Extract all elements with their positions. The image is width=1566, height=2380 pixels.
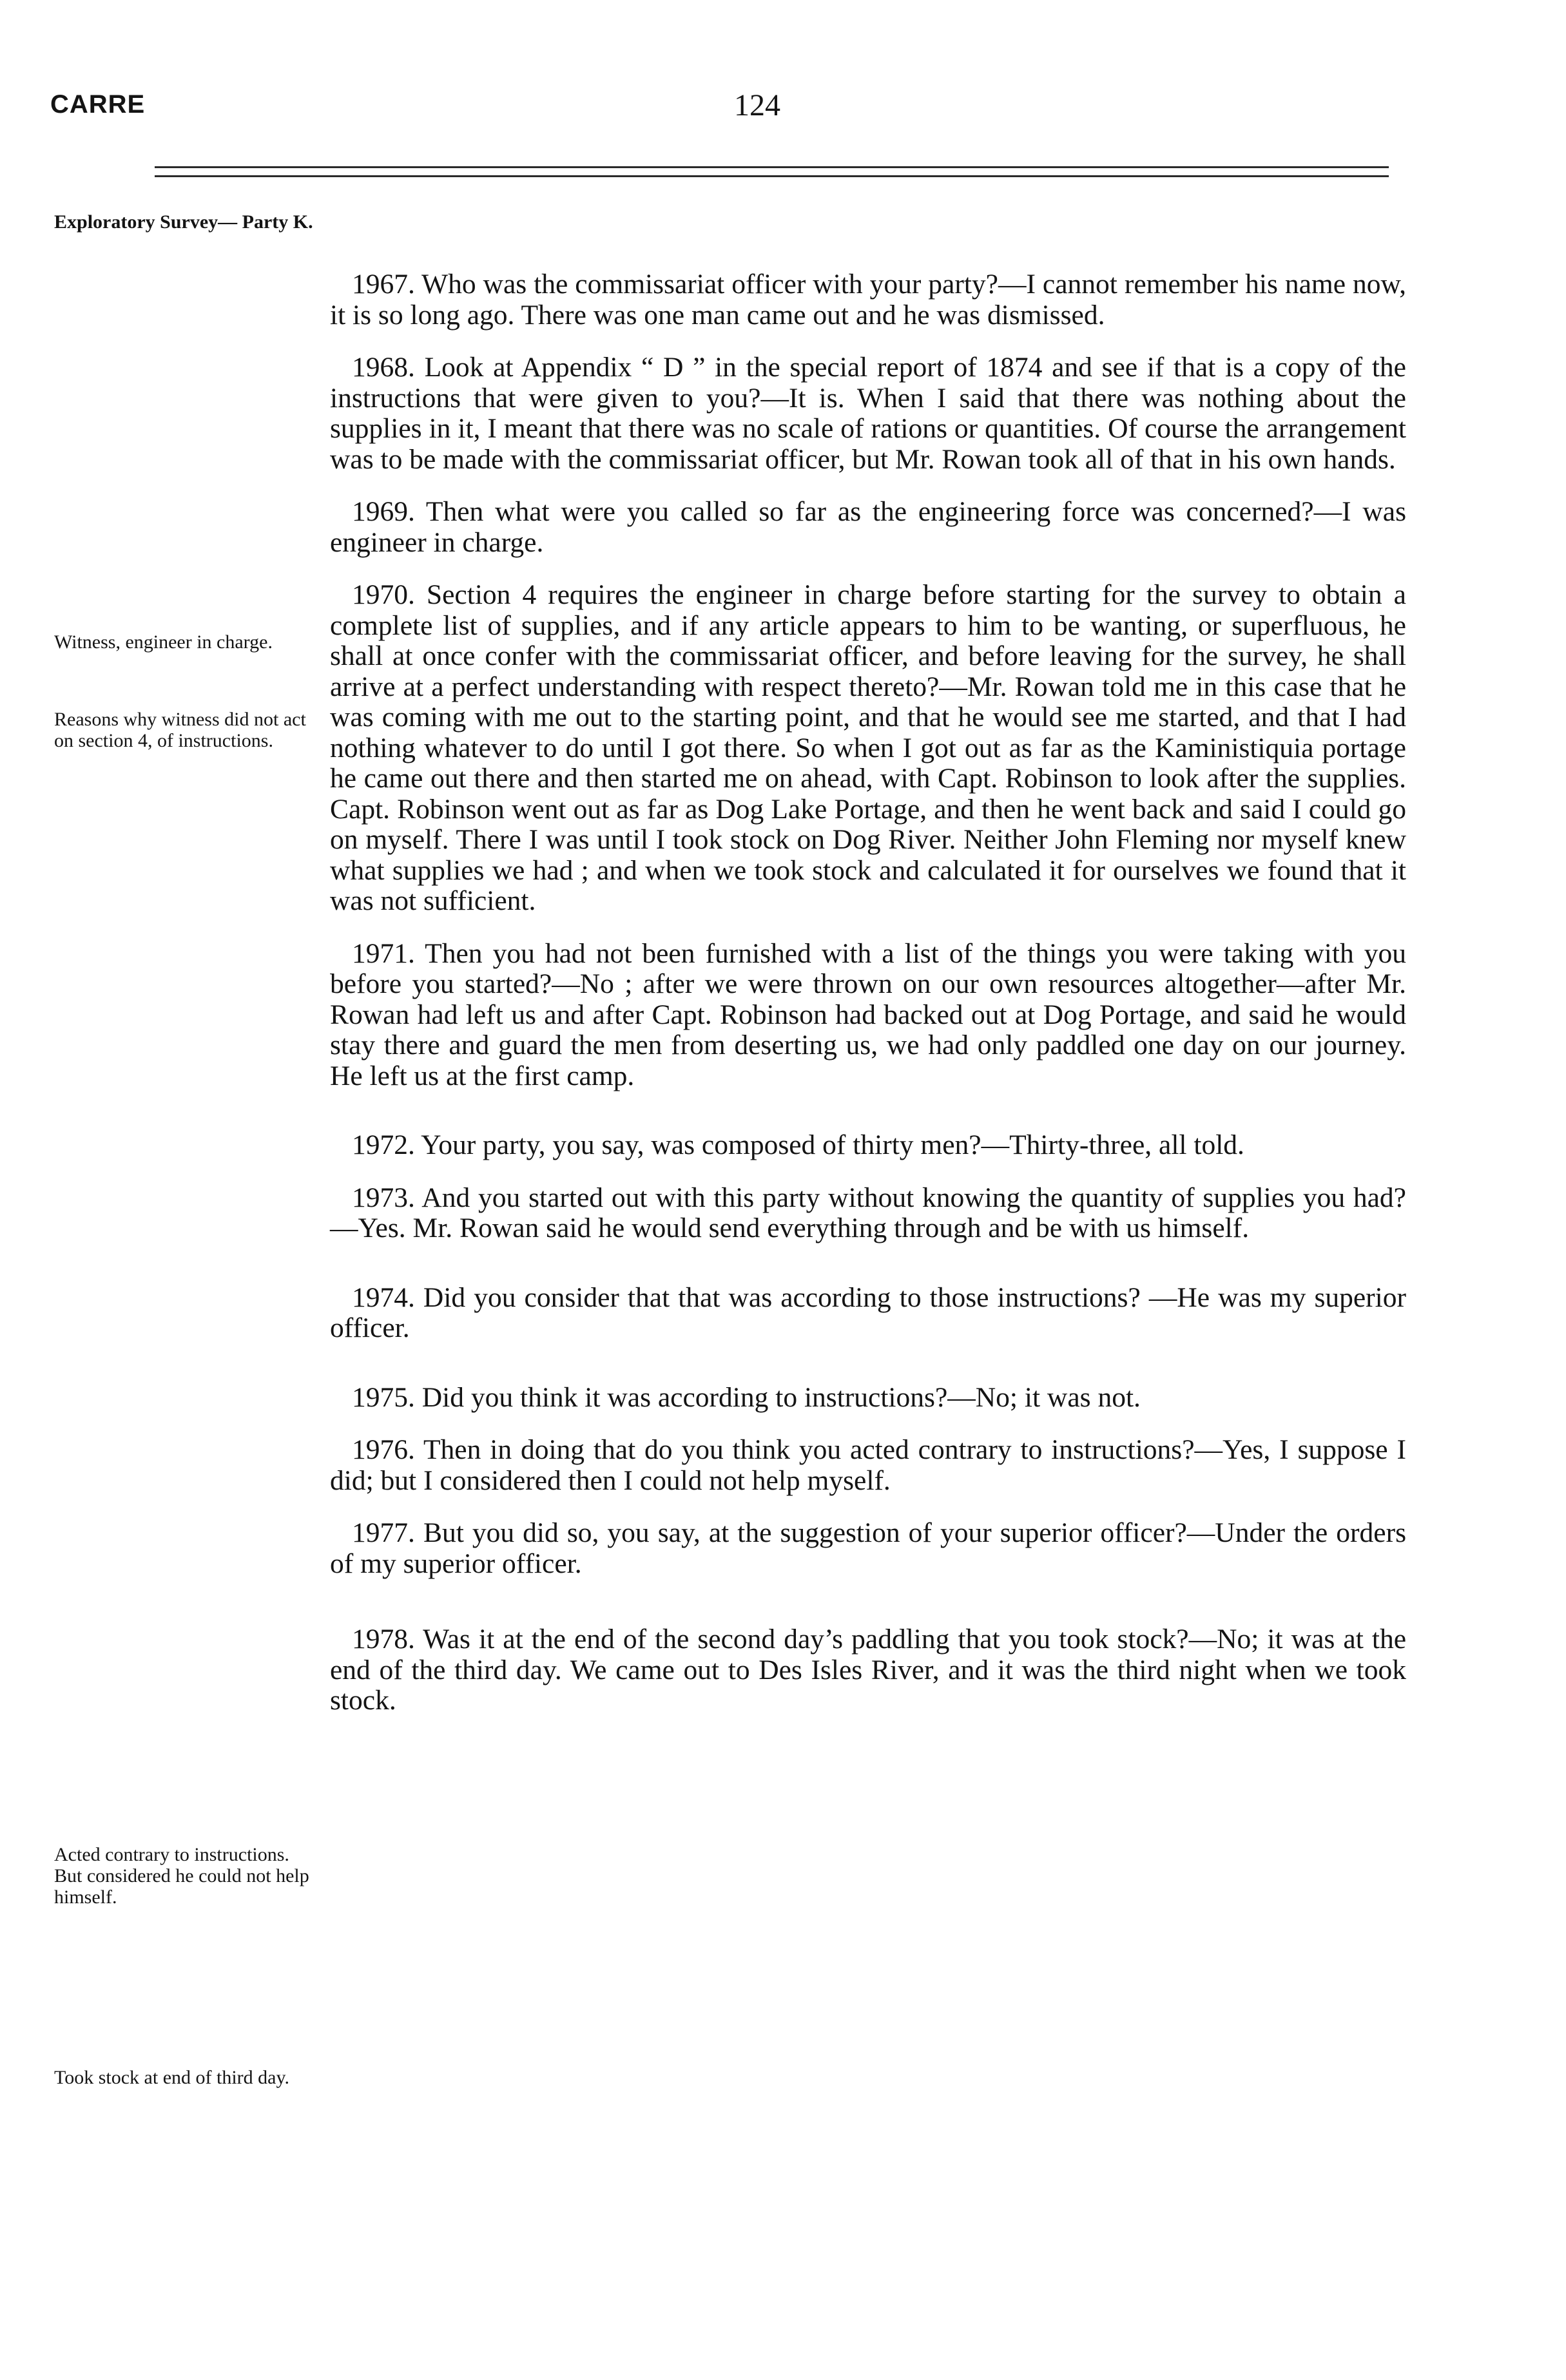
header-rule-top — [155, 166, 1389, 168]
side-note-witness-engineer: Witness, engineer in charge. — [54, 631, 273, 653]
question-1975: 1975. Did you think it was according to instructions?—No; it was not. — [352, 1381, 1141, 1413]
header-rule-bottom — [155, 175, 1389, 177]
side-note-acted-contrary: Acted contrary to instructions. But considered he could not help himself. — [54, 1844, 309, 1908]
running-head-name: CARRE — [50, 90, 146, 119]
side-note-exploratory-survey: Exploratory Survey— Party K. — [54, 211, 313, 233]
testimony-body — [330, 269, 1406, 1716]
question-1974: 1974. Did you consider that that was according to those instructions? —He was my superior officer. — [330, 1281, 1406, 1343]
question-1971: 1971. Then you had not been furnished with a list of the things you were taking with you before you started?—No ; after we were thrown on our own resources altogether—after Mr. Rowan had left us and after Capt. Robinson had backed out at Dog Portage, and said he would stay there and guard the men from deserting us, we had only paddled one day on our journey. He left us at the first camp. — [330, 937, 1406, 1091]
question-1976: 1976. Then in doing that do you think you acted contrary to instructions?—Yes, I suppose I did; but I considered then I could not help myself. — [330, 1434, 1406, 1496]
question-1977: 1977. But you did so, you say, at the suggestion of your superior officer?—Under the orders of my superior officer. — [330, 1517, 1406, 1579]
question-1978: 1978. Was it at the end of the second day’s paddling that you took stock?—No; it was at the end of the third day. We came out to Des Isles River, and it was the third night when we took stock. — [330, 1624, 1406, 1716]
question-1973: 1973. And you started out with this party without knowing the quantity of supplies you had?—Yes. Mr. Rowan said he would send everything through and be with us himself. — [330, 1182, 1406, 1243]
question-1970: 1970. Section 4 requires the engineer in charge before starting for the survey to obtain a complete list of supplies, and if any article appears to him to be wanting, or superfluous, he shall at once confer with the commissariat officer, and before leaving for the survey, he shall arrive at a perfect understanding with respect thereto?—Mr. Rowan told me in this case that he was coming with me out to the starting point, and that he would see me started, and that I had nothing whatever to do until I got there. So when I got out as far as the Kaministiquia portage he came out there and then started me on ahead, with Capt. Robinson to look after the supplies. Capt. Robinson went out as far as Dog Lake Portage, and then he went back and said I could go on myself. There I was until I took stock on Dog River. Neither John Fleming nor myself knew what supplies we had ; and when we took stock and calculated it for ourselves we found that it was not sufficient. — [330, 579, 1406, 916]
page-number: 124 — [734, 88, 780, 122]
side-note-took-stock: Took stock at end of third day. — [54, 2067, 290, 2088]
question-1968: 1968. Look at Appendix “ D ” in the special report of 1874 and see if that is a copy of the instructions that were given to you?—It is. When I said that there was nothing about the supplies in it, I meant that there was no scale of rations or quantities. Of course the arrangement was to be made with the commissariat officer, but Mr. Rowan took all of that in his own hands. — [330, 352, 1406, 475]
question-1969: 1969. Then what were you called so far as the engineering force was concerned?—I was engineer in charge. — [330, 496, 1406, 558]
side-note-reasons: Reasons why witness did not act on section 4, of instructions. — [54, 709, 306, 751]
question-1967: 1967. Who was the commissariat officer with your party?—I cannot remember his name now, it is so long ago. There was one man came out and he was dismissed. — [330, 269, 1406, 331]
question-1972: 1972. Your party, you say, was composed of thirty men?—Thirty-three, all told. — [352, 1129, 1244, 1160]
